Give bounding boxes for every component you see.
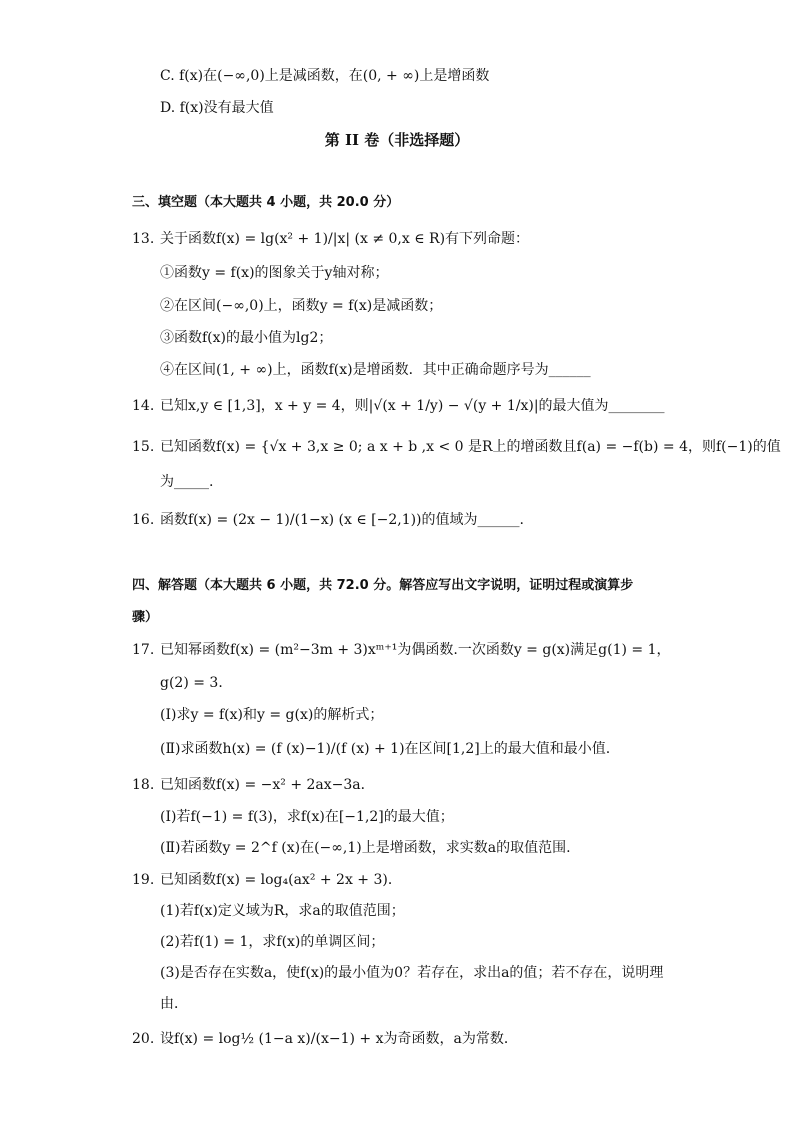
q19-number: 19. xyxy=(132,872,155,888)
q19-text: 已知函数f(x) = log₄(ax² + 2x + 3)． xyxy=(160,872,402,888)
q13-item-4: ④在区间(1, + ∞)上，函数f(x)是增函数．其中正确命题序号为______ xyxy=(160,362,591,378)
q17-number: 17. xyxy=(132,642,155,658)
q14-number: 14. xyxy=(132,398,155,414)
option-d: D. f(x)没有最大值 xyxy=(160,100,274,116)
q13-item-1: ①函数y = f(x)的图象关于y轴对称； xyxy=(160,265,389,281)
q16-text: 函数f(x) = (2x − 1)/(1−x) (x ∈ [−2,1))的值域为______. xyxy=(160,512,524,528)
q17-text: 已知幂函数f(x) = (m²−3m + 3)xᵐ⁺¹为偶函数.一次函数y = g(x)满足g(1) = 1， xyxy=(160,642,671,658)
option-c: C. f(x)在(−∞,0)上是减函数，在(0, + ∞)上是增函数 xyxy=(160,68,490,84)
q18-text: 已知函数f(x) = −x² + 2ax−3a． xyxy=(160,777,375,793)
q20-text: 设f(x) = log½ (1−a x)/(x−1) + x为奇函数，a为常数． xyxy=(160,1031,518,1047)
q13-item-2: ②在区间(−∞,0)上，函数y = f(x)是减函数； xyxy=(160,298,443,314)
q15-number: 15. xyxy=(132,439,155,455)
q18-part-2: (Ⅱ)若函数y = 2^f (x)在(−∞,1)上是增函数，求实数a的取值范围. xyxy=(160,840,571,856)
q20-number: 20. xyxy=(132,1031,155,1047)
q13-item-3: ③函数f(x)的最小值为lg2； xyxy=(160,330,333,346)
q13-stem: 关于函数f(x) = lg(x² + 1)/|x| (x ≠ 0,x ∈ R)有下列命题： xyxy=(160,231,530,247)
q18-number: 18. xyxy=(132,777,155,793)
q19-part-3: (3)是否存在实数a，使f(x)的最小值为0？若存在，求出a的值；若不存在，说明理 xyxy=(160,965,664,981)
q17-part-2: (Ⅱ)求函数h(x) = (f (x)−1)/(f (x) + 1)在区间[1,2]上的最大值和最小值. xyxy=(160,741,611,757)
q17-cont: g(2) = 3． xyxy=(160,675,233,691)
q19-part-1: (1)若f(x)定义域为R，求a的取值范围； xyxy=(160,903,405,919)
q16-number: 16. xyxy=(132,512,155,528)
q15-cont: 为_____. xyxy=(160,474,214,490)
q13-number: 13. xyxy=(132,231,155,247)
section3-heading: 三、填空题（本大题共 4 小题，共 20.0 分） xyxy=(132,195,400,210)
q18-part-1: (Ⅰ)若f(−1) = f(3)，求f(x)在[−1,2]的最大值； xyxy=(160,809,454,825)
q14-text: 已知x,y ∈ [1,3]，x + y = 4，则|√(x + 1/y) − √(y + 1/x)|的最大值为________ xyxy=(160,398,665,414)
section4-heading-cont: 骤） xyxy=(132,610,159,625)
section4-heading: 四、解答题（本大题共 6 小题，共 72.0 分。解答应写出文字说明，证明过程或演算步 xyxy=(132,578,634,593)
q19-part-2: (2)若f(1) = 1，求f(x)的单调区间； xyxy=(160,934,385,950)
q15-text: 已知函数f(x) = {√x + 3,x ≥ 0; a x + b ,x < 0 是R上的增函数且f(a) = −f(b) = 4，则f(−1)的值 xyxy=(160,439,781,455)
part2-title: 第 II 卷（非选择题） xyxy=(324,131,470,149)
q17-part-1: (Ⅰ)求y = f(x)和y = g(x)的解析式； xyxy=(160,707,384,723)
q19-part-3-cont: 由． xyxy=(160,996,188,1012)
